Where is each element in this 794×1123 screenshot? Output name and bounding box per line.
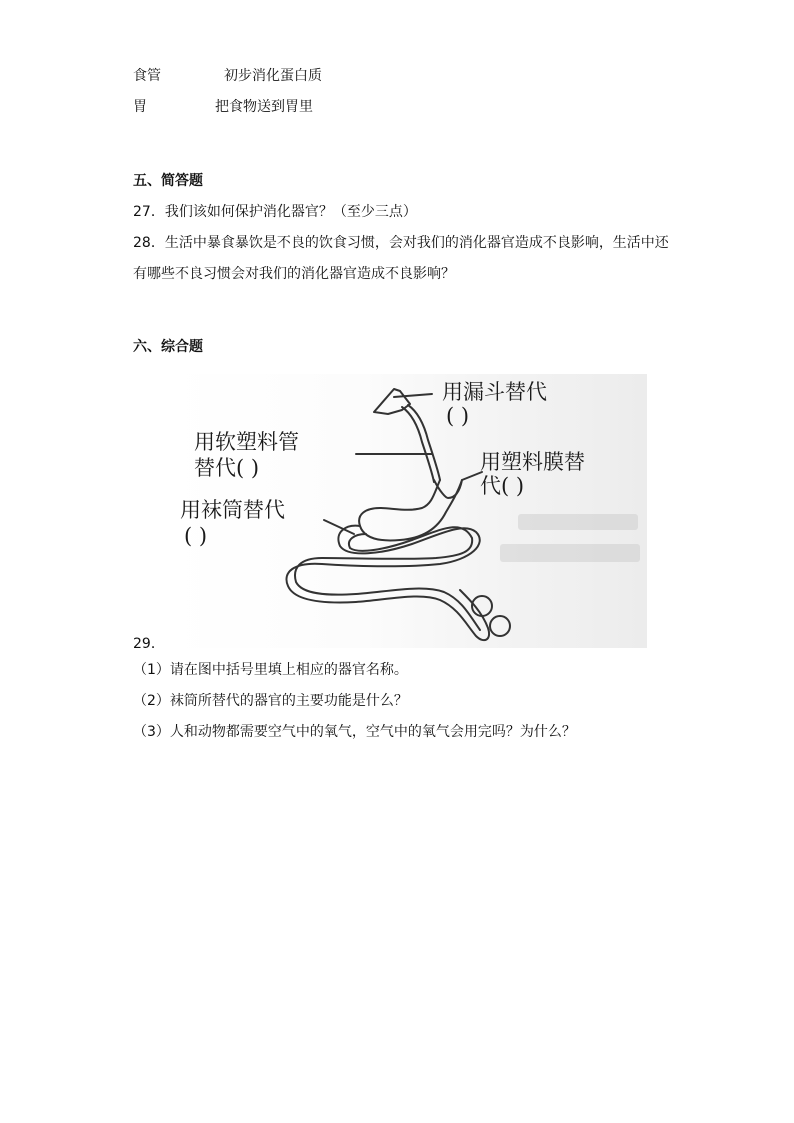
question-29-number: 29．: [133, 636, 165, 652]
section-heading-short-answer: 五、简答题: [133, 173, 203, 189]
intestine-tube-outer: [286, 526, 489, 640]
section-heading-comprehensive: 六、综合题: [133, 339, 203, 355]
question-27: 27．我们该如何保护消化器官？（至少三点）: [133, 204, 417, 220]
esophagus-tube-inner: [408, 405, 440, 480]
pointer-line-film: [462, 472, 482, 480]
scan-artifact: [500, 544, 640, 562]
matching-row: [133, 66, 161, 86]
label-tube-suffix: 替代: [194, 456, 236, 480]
label-tube: 用软塑料管: [194, 430, 299, 454]
label-tube-line-2: [194, 456, 259, 480]
anus-circle: [490, 616, 510, 636]
answer-blank-sock: ( ): [184, 524, 208, 548]
label-sock: 用袜筒替代: [180, 498, 285, 522]
scan-artifact: [518, 514, 638, 530]
digestive-model-figure: [170, 374, 647, 648]
matching-organ: 食管: [133, 68, 161, 84]
label-film-line-2: [480, 474, 524, 498]
matching-row: [133, 97, 147, 117]
question-29-sub-3: （3）人和动物都需要空气中的氧气，空气中的氧气会用完吗？为什么？: [133, 724, 576, 740]
label-film: 用塑料膜替: [480, 450, 585, 474]
intestine-tube-inner: [295, 527, 480, 630]
label-funnel: 用漏斗替代: [442, 380, 547, 404]
answer-blank-film: ( ): [501, 474, 525, 498]
matching-organ: 胃: [133, 99, 147, 115]
question-28-line-1: 28．生活中暴食暴饮是不良的饮食习惯，会对我们的消化器官造成不良影响，生活中还: [133, 235, 669, 251]
answer-blank-funnel: ( ): [446, 404, 470, 428]
pointer-line-funnel: [394, 394, 432, 397]
matching-function: 初步消化蛋白质: [224, 68, 322, 84]
question-29-sub-1: （1）请在图中括号里填上相应的器官名称。: [133, 662, 408, 678]
label-film-suffix: 代: [480, 474, 501, 498]
answer-blank-tube: ( ): [236, 456, 260, 480]
matching-function: 把食物送到胃里: [215, 99, 313, 115]
question-29-sub-2: （2）袜筒所替代的器官的主要功能是什么？: [133, 693, 408, 709]
question-28-line-2: 有哪些不良习惯会对我们的消化器官造成不良影响？: [133, 266, 455, 282]
